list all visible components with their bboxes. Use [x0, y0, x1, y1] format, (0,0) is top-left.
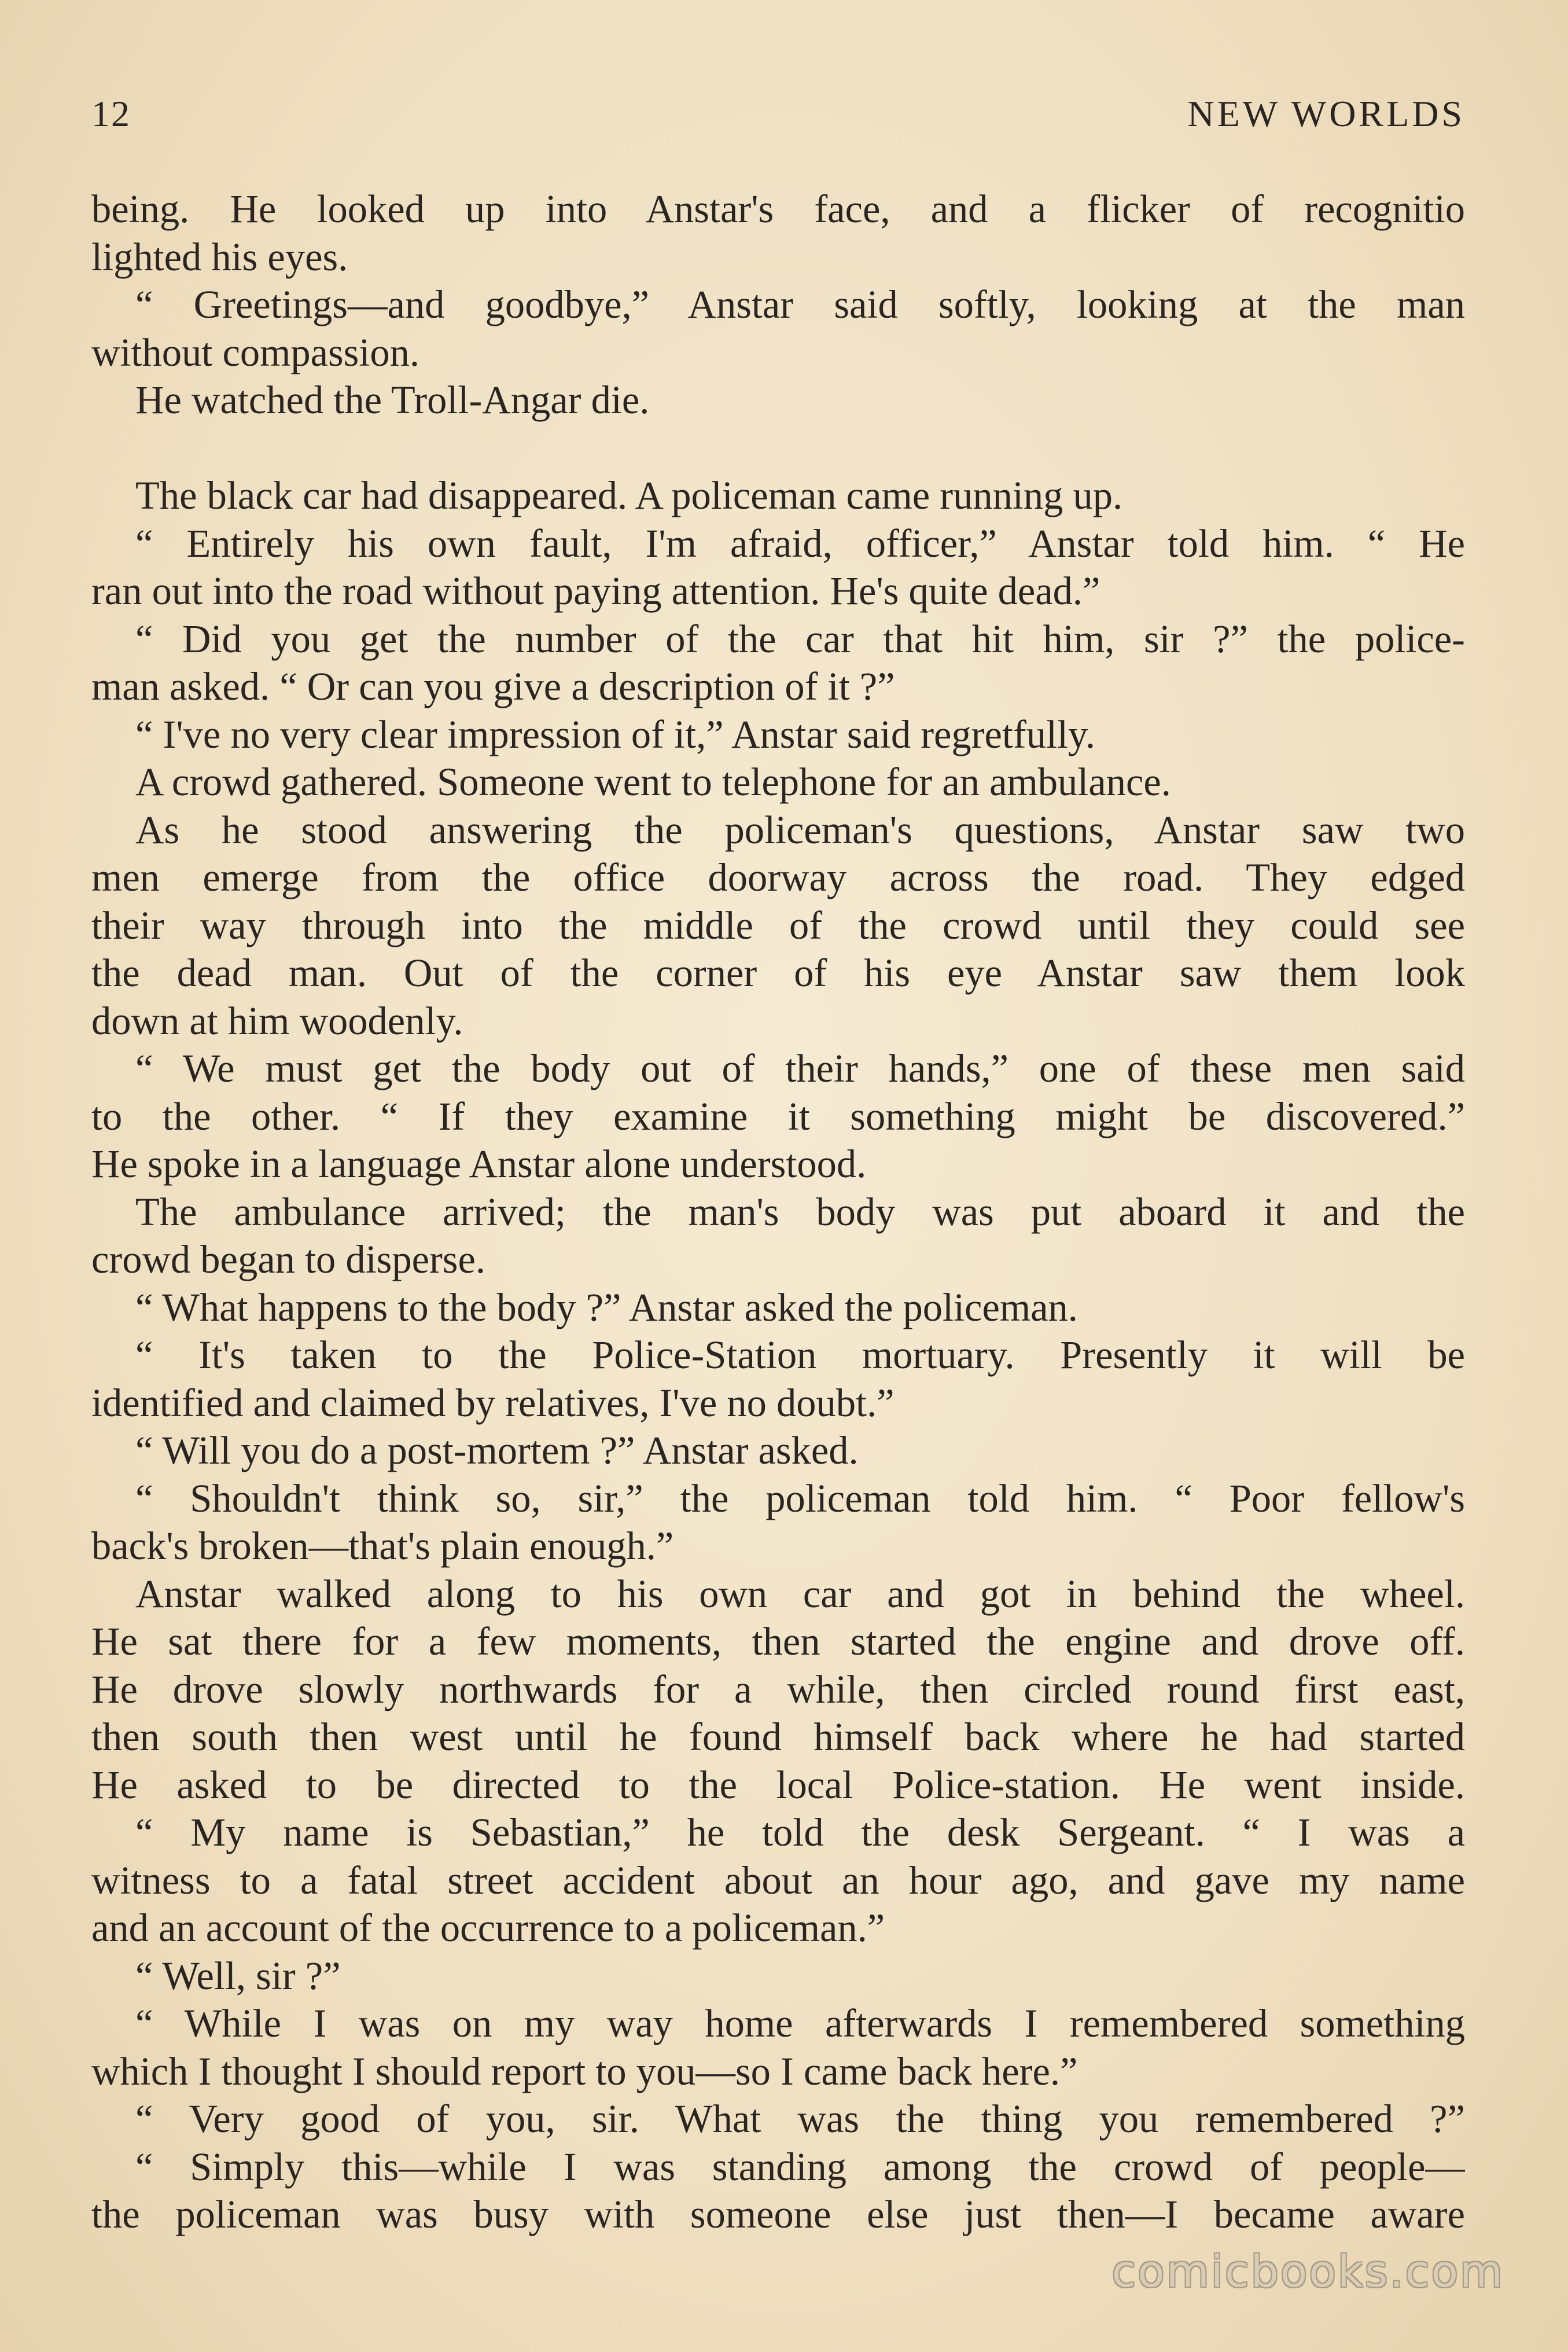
text-line: The ambulance arrived; the man's body was put aboard it and the: [135, 1189, 1465, 1234]
text-line: “ While I was on my way home afterwards I remembered something: [135, 2001, 1465, 2045]
text-line: Anstar walked along to his own car and got in behind the wheel.: [135, 1571, 1465, 1616]
text-line: back's broken—that's plain enough.”: [91, 1524, 674, 1568]
text-line: without compassion.: [91, 330, 419, 374]
text-line: The black car had disappeared. A policeman came running up.: [135, 473, 1123, 517]
watermark-text: comicbooks.com: [1111, 2246, 1504, 2297]
text-line: He watched the Troll-Angar die.: [135, 378, 650, 422]
text-line: men emerge from the office doorway across the road. They edged: [91, 855, 1465, 899]
text-line: their way through into the middle of the crowd until they could see: [91, 903, 1465, 947]
text-line: He spoke in a language Anstar alone understood.: [91, 1142, 867, 1186]
section-break: [91, 424, 1465, 472]
text-line: “ It's taken to the Police-Station mortuary. Presently it will be: [135, 1333, 1465, 1377]
text-line: “ My name is Sebastian,” he told the desk Sergeant. “ I was a: [135, 1810, 1465, 1854]
text-line: He sat there for a few moments, then started the engine and drove off.: [91, 1619, 1465, 1663]
text-line: “ We must get the body out of their hands,” one of these men said: [135, 1046, 1465, 1090]
text-line: ran out into the road without paying attention. He's quite dead.”: [91, 569, 1100, 613]
text-line: “ Entirely his own fault, I'm afraid, officer,” Anstar told him. “ He: [135, 521, 1465, 565]
text-line: crowd began to disperse.: [91, 1237, 485, 1281]
text-line: “ Well, sir ?”: [135, 1953, 341, 1998]
text-line: He drove slowly northwards for a while, then circled round first east,: [91, 1667, 1465, 1711]
text-line: to the other. “ If they examine it something might be discovered.”: [91, 1094, 1465, 1138]
page-header: [91, 93, 1465, 145]
text-line: man asked. “ Or can you give a description of it ?”: [91, 664, 895, 708]
text-line: As he stood answering the policeman's questions, Anstar saw two: [135, 807, 1465, 852]
text-line: and an account of the occurrence to a policeman.”: [91, 1906, 885, 1950]
text-line: which I thought I should report to you—so I came back here.”: [91, 2049, 1078, 2093]
text-line: “ What happens to the body ?” Anstar asked the policeman.: [135, 1285, 1078, 1329]
text-line: witness to a fatal street accident about an hour ago, and gave my name: [91, 1858, 1465, 1902]
text-line: A crowd gathered. Someone went to telephone for an ambulance.: [135, 760, 1171, 804]
text-line: “ Did you get the number of the car that hit him, sir ?” the police-: [135, 616, 1465, 661]
text-line: lighted his eyes.: [91, 234, 348, 279]
text-line: “ Very good of you, sir. What was the thing you remembered ?”: [135, 2097, 1465, 2141]
text-line: identified and claimed by relatives, I've no doubt.”: [91, 1380, 895, 1425]
body-text: [91, 185, 1465, 2239]
page-number: 12: [91, 93, 131, 134]
text-line: the policeman was busy with someone else just then—I became aware: [91, 2192, 1465, 2236]
text-line: “ I've no very clear impression of it,” Anstar said regretfully.: [135, 712, 1095, 756]
running-title: NEW WORLDS: [1187, 93, 1465, 134]
text-line: “ Simply this—while I was standing among the crowd of people—: [135, 2144, 1465, 2189]
text-line: being. He looked up into Anstar's face, and a flicker of recognitio: [91, 187, 1465, 231]
text-line: “ Will you do a post-mortem ?” Anstar asked.: [135, 1428, 859, 1472]
text-line: down at him woodenly.: [91, 998, 463, 1043]
text-line: “ Greetings—and goodbye,” Anstar said softly, looking at the man: [135, 282, 1465, 326]
text-line: He asked to be directed to the local Police-station. He went inside.: [91, 1762, 1465, 1807]
text-line: “ Shouldn't think so, sir,” the policeman told him. “ Poor fellow's: [135, 1476, 1465, 1520]
text-line: the dead man. Out of the corner of his eye Anstar saw them look: [91, 951, 1465, 995]
text-line: then south then west until he found himself back where he had started: [91, 1715, 1465, 1759]
